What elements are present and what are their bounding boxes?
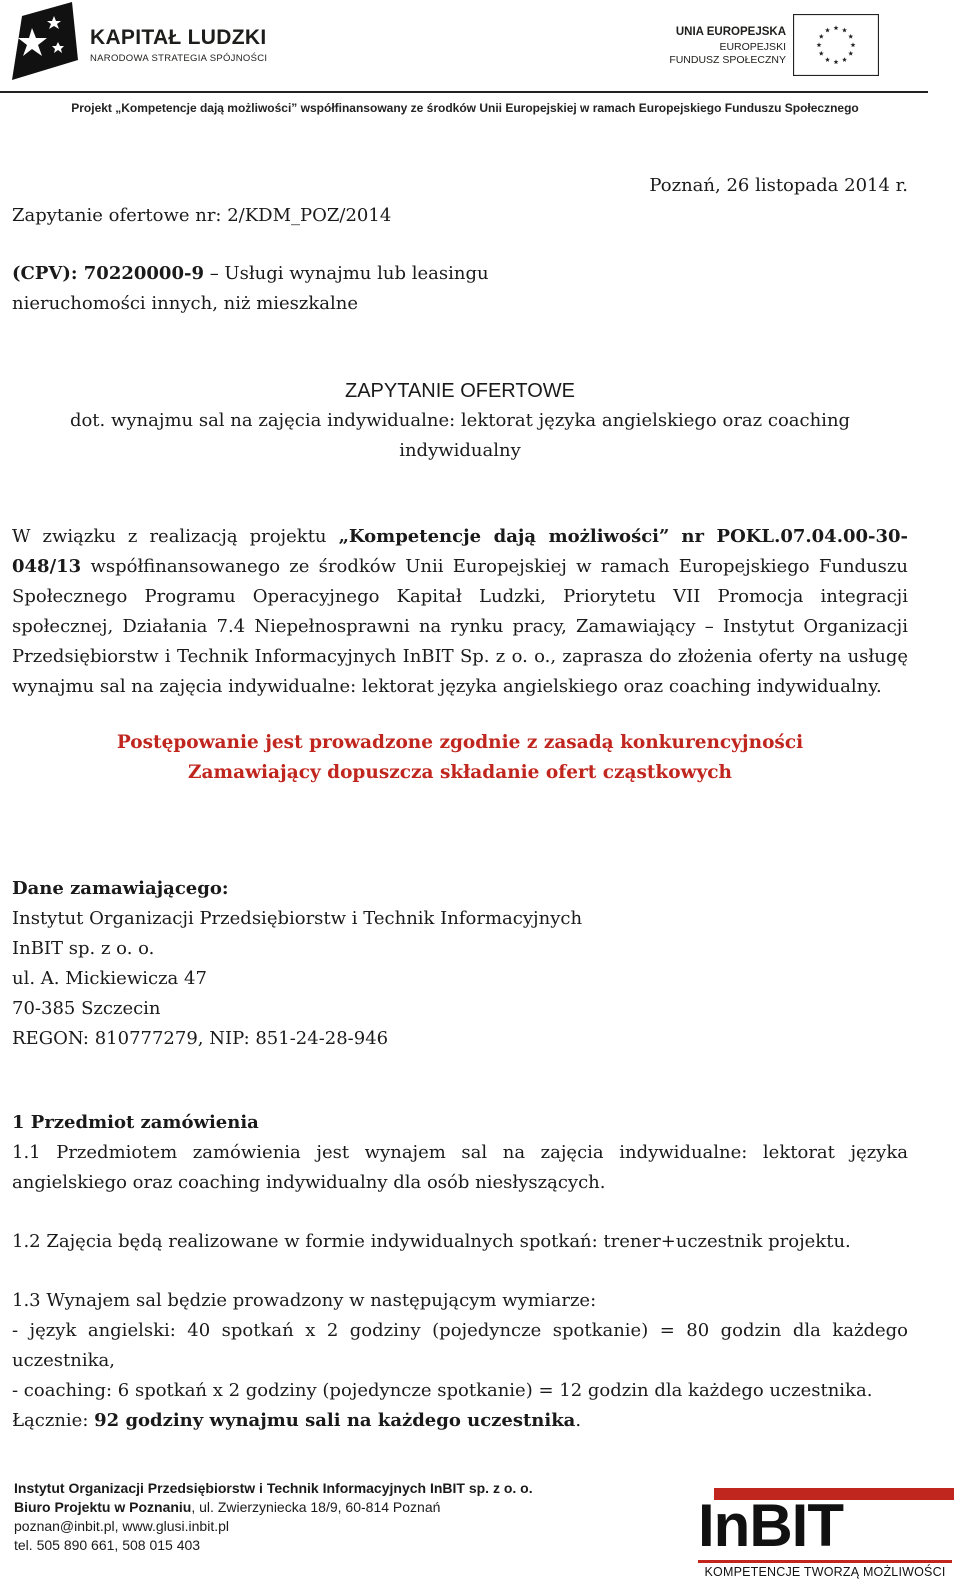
kapital-ludzki-title: KAPITAŁ LUDZKI	[90, 26, 267, 49]
cpv-description-1: Usługi wynajmu lub leasingu	[224, 263, 489, 284]
buyer-block	[12, 874, 912, 1054]
kapital-ludzki-logo-icon	[2, 2, 82, 82]
section-1-3-item-english: - język angielski: 40 spotkań x 2 godziny (pojedyncze spotkanie) = 80 godzin dla każdego uczestnika,	[12, 1320, 908, 1371]
cpv-block	[12, 259, 712, 319]
section-1-heading: 1 Przedmiot zamówienia	[12, 1112, 259, 1133]
buyer-line: Instytut Organizacji Przedsiębiorstw i Technik Informacyjnych	[12, 908, 583, 929]
inbit-logo-underline	[698, 1560, 952, 1563]
section-1-3-total	[12, 1406, 908, 1436]
header	[0, 0, 960, 115]
total-suffix: .	[575, 1410, 582, 1431]
total-prefix: Łącznie:	[12, 1410, 95, 1431]
title-subject-line-2: indywidualny	[399, 440, 521, 461]
buyer-line: REGON: 810777279, NIP: 851-24-28-946	[12, 1028, 389, 1049]
buyer-heading: Dane zamawiającego:	[12, 878, 229, 899]
cpv-dash: –	[203, 263, 225, 284]
section-1-2: 1.2 Zajęcia będą realizowane w formie indywidualnych spotkań: trener+uczestnik projektu.	[12, 1231, 851, 1252]
section-1-1: 1.1 Przedmiotem zamówienia jest wynajem sal na zajęcia indywidualne: lektorat języka angielskiego oraz coaching indywidualny dla osób niesłyszących.	[12, 1142, 908, 1193]
intro-project-name: „Kompetencje dają możliwości”	[338, 526, 670, 547]
footer-contact	[14, 1479, 654, 1555]
footer-office-address: , ul. Zwierzyniecka 18/9, 60-814 Poznań	[191, 1499, 441, 1515]
buyer-line: ul. A. Mickiewicza 47	[12, 968, 207, 989]
footer-phone: tel. 505 890 661, 508 015 403	[14, 1537, 201, 1553]
footer-office-name: Biuro Projektu w Poznaniu	[14, 1499, 192, 1515]
inbit-logo	[692, 1484, 954, 1584]
inbit-logo-text: InBIT	[698, 1492, 843, 1559]
cpv-code: (CPV): 70220000-9	[12, 263, 204, 284]
section-1-3-item-coaching: - coaching: 6 spotkań x 2 godziny (pojedyncze spotkanie) = 12 godzin dla każdego uczestnika.	[12, 1380, 873, 1401]
intro-project-number: nr POKL.07.04.00-30-048/13	[12, 526, 909, 577]
title-block	[0, 376, 920, 466]
total-hours: 92 godziny wynajmu sali na każdego uczestnika	[94, 1410, 576, 1431]
buyer-line: InBIT sp. z o. o.	[12, 938, 155, 959]
notice-partial-offers: Zamawiający dopuszcza składanie ofert cząstkowych	[188, 762, 732, 783]
intro-part-3: współfinansowanego ze środków Unii Europejskiej w ramach Europejskiego Funduszu Społecznego Programu Operacyjnego Kapitał Ludzki, Priorytetu VII Promocja integracji społecznej, Działania 7.4 Niepełnosprawni na rynku pracy, Zamawiający – Instytut Organizacji Przedsiębiorstw i Technik Informacyjnych InBIT Sp. z o. o., zaprasza do złożenia oferty na usługę wynajmu sal na zajęcia indywidualne: lektorat języka angielskiego oraz coaching indywidualny.	[12, 556, 908, 697]
section-1	[12, 1108, 908, 1436]
header-separator	[0, 91, 928, 93]
inbit-logo-tagline: KOMPETENCJE TWORZĄ MOŻLIWOŚCI	[704, 1565, 946, 1579]
project-cofinancing-note: Projekt „Kompetencje dają możliwości” współfinansowany ze środków Unii Europejskiej w ramach Europejskiego Funduszu Społecznego	[71, 101, 859, 115]
kapital-ludzki-subtitle: NARODOWA STRATEGIA SPÓJNOŚCI	[90, 53, 268, 64]
eu-flag-icon	[793, 14, 879, 76]
notices-block	[0, 728, 920, 788]
intro-part-1: W związku z realizacją projektu	[12, 526, 339, 547]
eu-line-1: EUROPEJSKI	[719, 41, 786, 53]
title-subject-line-1: dot. wynajmu sal na zajęcia indywidualne: lektorat języka angielskiego oraz coaching	[69, 410, 851, 431]
document-title: ZAPYTANIE OFERTOWE	[344, 380, 576, 402]
cpv-line-1	[12, 259, 712, 289]
notice-competitiveness: Postępowanie jest prowadzone zgodnie z zasadą konkurencyjności	[116, 732, 804, 753]
cpv-description-2: nieruchomości innych, niż mieszkalne	[12, 293, 359, 314]
intro-paragraph	[12, 522, 908, 702]
place-date: Poznań, 26 listopada 2014 r.	[649, 175, 908, 196]
eu-title: UNIA EUROPEJSKA	[675, 26, 786, 38]
footer-email-web: poznan@inbit.pl, www.glusi.inbit.pl	[14, 1518, 229, 1534]
reference-number: Zapytanie ofertowe nr: 2/KDM_POZ/2014	[12, 205, 392, 226]
section-1-3-heading: 1.3 Wynajem sal będzie prowadzony w następującym wymiarze:	[12, 1290, 597, 1311]
buyer-line: 70-385 Szczecin	[12, 998, 161, 1019]
eu-line-2: FUNDUSZ SPOŁECZNY	[669, 54, 786, 66]
footer-organization: Instytut Organizacji Przedsiębiorstw i Technik Informacyjnych InBIT sp. z o. o.	[14, 1480, 533, 1496]
intro-part-2	[669, 526, 681, 547]
footer-office	[14, 1498, 654, 1517]
